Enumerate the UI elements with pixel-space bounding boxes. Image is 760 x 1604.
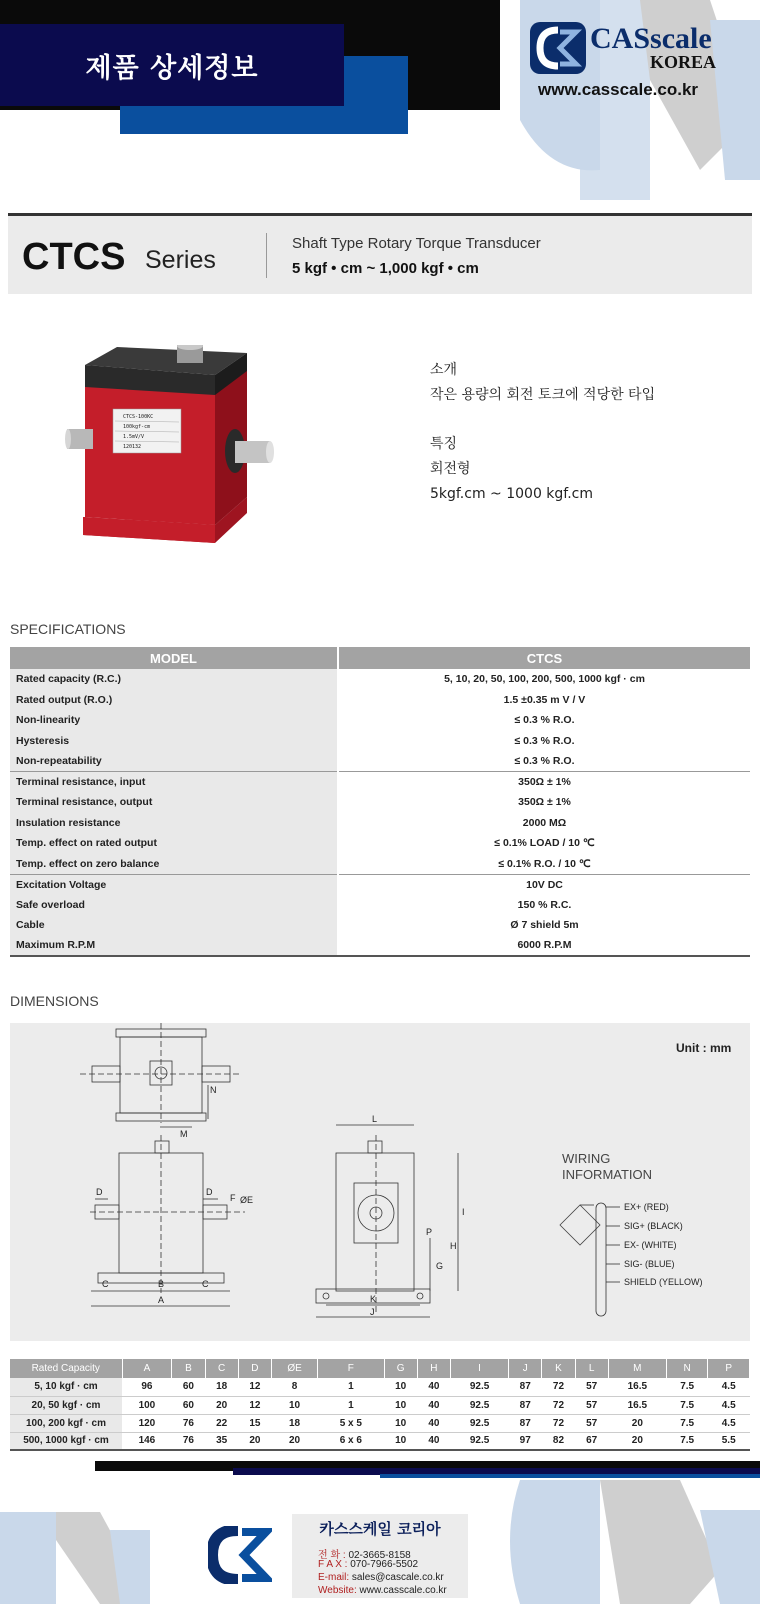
dimensions-section-title: DIMENSIONS — [10, 993, 99, 1009]
dim-value-cell: 40 — [417, 1378, 450, 1396]
dim-value-cell: 92.5 — [451, 1414, 509, 1432]
dim-table-row — [10, 1396, 750, 1414]
dim-label-f: F — [230, 1193, 236, 1203]
series-name: CTCS — [22, 236, 126, 278]
dim-value-cell: 100 — [122, 1396, 172, 1414]
dim-value-cell: 76 — [172, 1432, 205, 1450]
spec-row — [10, 874, 750, 895]
dim-value-cell: 22 — [205, 1414, 238, 1432]
dim-label-i: I — [462, 1207, 465, 1217]
cs-logo-footer-icon — [208, 1526, 272, 1584]
dim-value-cell: 57 — [575, 1378, 608, 1396]
dimension-table — [10, 1359, 750, 1451]
dim-label-p: P — [426, 1227, 433, 1237]
dim-value-cell: 60 — [172, 1378, 205, 1396]
spec-value: 1.5 ±0.35 m V / V — [503, 693, 586, 706]
footer-email — [318, 1572, 444, 1583]
dim-value-cell: 87 — [509, 1396, 542, 1414]
dim-capacity-cell: 20, 50 kgf · cm — [10, 1396, 122, 1414]
dim-value-cell: 57 — [575, 1396, 608, 1414]
dim-value-cell: 96 — [122, 1378, 172, 1396]
spec-col-model: MODEL — [10, 647, 338, 669]
dim-value-cell: 87 — [509, 1378, 542, 1396]
dim-head: M — [608, 1359, 666, 1378]
spec-row — [10, 669, 750, 690]
wire-ex-plus: EX+ (RED) — [624, 1202, 669, 1212]
spec-col-value: CTCS — [338, 647, 750, 669]
intro-heading: 소개 — [430, 362, 458, 378]
dim-value-cell: 20 — [238, 1432, 271, 1450]
dim-head: F — [318, 1359, 384, 1378]
tel-label: 전 화 : — [318, 1550, 346, 1561]
dim-value-cell: 20 — [608, 1432, 666, 1450]
dim-value-cell: 97 — [509, 1432, 542, 1450]
spec-label: Insulation resistance — [10, 813, 338, 834]
feature-text: 회전형 — [430, 461, 471, 477]
dim-value-cell: 4.5 — [708, 1414, 750, 1432]
dim-value-cell: 72 — [542, 1378, 575, 1396]
dim-value-cell: 60 — [172, 1396, 205, 1414]
spec-label: Cable — [10, 915, 338, 936]
dim-label-e: ØE — [240, 1195, 254, 1205]
spec-row — [10, 690, 750, 711]
label-sn: 120132 — [123, 444, 142, 450]
spec-label: Terminal resistance, output — [10, 792, 338, 813]
dimension-table-body — [10, 1378, 750, 1450]
dim-capacity-cell: 100, 200 kgf · cm — [10, 1414, 122, 1432]
spec-section-title: SPECIFICATIONS — [10, 621, 126, 637]
spec-label: Maximum R.P.M — [10, 936, 338, 957]
spec-row — [10, 751, 750, 772]
dim-head: I — [451, 1359, 509, 1378]
spec-value: 350Ω ± 1% — [338, 772, 750, 793]
dim-label-d-left: D — [96, 1187, 103, 1197]
dim-label-h: H — [450, 1241, 457, 1251]
dim-head: J — [509, 1359, 542, 1378]
series-divider — [266, 233, 267, 278]
dim-value-cell: 40 — [417, 1396, 450, 1414]
dim-head: Rated Capacity — [10, 1359, 122, 1378]
spec-label: Safe overload — [10, 895, 338, 916]
fax-value: 070-7966-5502 — [350, 1559, 419, 1570]
spec-label: Temp. effect on rated output — [10, 833, 338, 854]
dim-value-cell: 15 — [238, 1414, 271, 1432]
unit-label: Unit : mm — [676, 1041, 732, 1055]
spec-row — [10, 854, 750, 875]
series-word: Series — [145, 246, 216, 274]
dim-value-cell: 20 — [205, 1396, 238, 1414]
dim-value-cell: 76 — [172, 1414, 205, 1432]
series-description: Shaft Type Rotary Torque Transducer — [292, 235, 541, 252]
spec-label: Excitation Voltage — [10, 874, 338, 895]
dim-label-g: G — [436, 1261, 444, 1271]
dim-label-n: N — [210, 1085, 217, 1095]
product-image — [65, 345, 290, 555]
dim-value-cell: 7.5 — [666, 1396, 708, 1414]
dim-label-c-left: C — [102, 1279, 109, 1289]
label-model: CTCS-100KC — [123, 414, 154, 420]
footer-blue-band — [380, 1474, 760, 1478]
page-title: 제품 상세정보 — [85, 52, 259, 84]
dim-value-cell: 18 — [205, 1378, 238, 1396]
fax-label: F A X : — [318, 1559, 348, 1570]
dim-label-c-right: C — [202, 1279, 209, 1289]
dim-value-cell: 10 — [384, 1414, 417, 1432]
dim-value-cell: 72 — [542, 1414, 575, 1432]
dim-value-cell: 35 — [205, 1432, 238, 1450]
dim-label-k: K — [370, 1294, 377, 1304]
label-capa: 100kgf-cm — [123, 424, 151, 430]
dim-head: B — [172, 1359, 205, 1378]
dim-label-a: A — [158, 1295, 165, 1305]
spec-label: Temp. effect on zero balance — [10, 854, 338, 875]
dim-value-cell: 6 x 6 — [318, 1432, 384, 1450]
logo-brand: CASscale — [590, 22, 712, 55]
logo-sub: KOREA — [650, 52, 717, 72]
dim-value-cell: 7.5 — [666, 1414, 708, 1432]
dim-value-cell: 20 — [608, 1414, 666, 1432]
wire-sig-minus: SIG- (BLUE) — [624, 1259, 675, 1269]
spec-value: Ø 7 shield 5m — [510, 919, 579, 932]
dim-head: C — [205, 1359, 238, 1378]
email-value[interactable]: sales@cascale.co.kr — [351, 1572, 444, 1583]
intro-block — [430, 358, 655, 507]
header-website[interactable]: www.casscale.co.kr — [538, 80, 699, 99]
spec-value: ≤ 0.3 % R.O. — [514, 734, 575, 747]
dim-value-cell: 10 — [384, 1378, 417, 1396]
series-range: 5 kgf • cm ~ 1,000 kgf • cm — [292, 260, 479, 277]
tel-value: 02-3665-8158 — [348, 1550, 411, 1561]
dim-value-cell: 12 — [238, 1378, 271, 1396]
spec-label: Rated output (R.O.) — [10, 690, 338, 711]
footer-website — [318, 1585, 447, 1596]
dim-value-cell: 57 — [575, 1414, 608, 1432]
spec-label: Non-linearity — [10, 710, 338, 731]
dim-label-b: B — [158, 1279, 165, 1289]
dim-value-cell: 92.5 — [451, 1396, 509, 1414]
dim-value-cell: 1 — [318, 1378, 384, 1396]
spec-row — [10, 813, 750, 834]
dim-head: L — [575, 1359, 608, 1378]
spec-row — [10, 792, 750, 813]
spec-value: 150 % R.C. — [517, 898, 572, 911]
dim-head: D — [238, 1359, 271, 1378]
dim-head: A — [122, 1359, 172, 1378]
spec-label: Terminal resistance, input — [10, 772, 338, 793]
dim-value-cell: 8 — [271, 1378, 317, 1396]
spec-value: 10V DC — [338, 874, 750, 895]
dim-value-cell: 82 — [542, 1432, 575, 1450]
dim-capacity-cell: 5, 10 kgf · cm — [10, 1378, 122, 1396]
dim-head: K — [542, 1359, 575, 1378]
dim-value-cell: 10 — [271, 1396, 317, 1414]
dim-value-cell: 92.5 — [451, 1432, 509, 1450]
dim-value-cell: 16.5 — [608, 1378, 666, 1396]
spec-value: 2000 MΩ — [522, 816, 567, 829]
dim-value-cell: 5.5 — [708, 1432, 750, 1450]
dim-head: H — [417, 1359, 450, 1378]
wiring-title-1: WIRING — [562, 1151, 611, 1166]
dim-value-cell: 18 — [271, 1414, 317, 1432]
dim-value-cell: 5 x 5 — [318, 1414, 384, 1432]
spec-table — [10, 647, 750, 957]
dim-head: N — [666, 1359, 708, 1378]
dim-value-cell: 4.5 — [708, 1378, 750, 1396]
wiring-title-2: INFORMATION — [562, 1167, 653, 1182]
wire-ex-minus: EX- (WHITE) — [624, 1240, 677, 1250]
dim-value-cell: 4.5 — [708, 1396, 750, 1414]
spec-value: ≤ 0.1% R.O. / 10 ℃ — [498, 857, 591, 870]
intro-text: 작은 용량의 회전 토크에 적당한 타입 — [430, 387, 656, 403]
spec-value: ≤ 0.3 % R.O. — [514, 755, 575, 767]
dim-value-cell: 1 — [318, 1396, 384, 1414]
dim-value-cell: 72 — [542, 1396, 575, 1414]
dim-table-row — [10, 1432, 750, 1450]
spec-row — [10, 731, 750, 752]
spec-row — [10, 833, 750, 854]
dim-value-cell: 87 — [509, 1414, 542, 1432]
dim-value-cell: 10 — [384, 1396, 417, 1414]
dim-value-cell: 40 — [417, 1414, 450, 1432]
dim-value-cell: 7.5 — [666, 1378, 708, 1396]
dim-value-cell: 20 — [271, 1432, 317, 1450]
dim-capacity-cell: 500, 1000 kgf · cm — [10, 1432, 122, 1450]
dim-value-cell: 7.5 — [666, 1432, 708, 1450]
spec-label: Hysteresis — [10, 731, 338, 752]
dim-label-j: J — [370, 1307, 375, 1317]
dim-value-cell: 40 — [417, 1432, 450, 1450]
dim-head: P — [708, 1359, 750, 1378]
spec-row — [10, 710, 750, 731]
wire-sig-plus: SIG+ (BLACK) — [624, 1221, 683, 1231]
dim-value-cell: 67 — [575, 1432, 608, 1450]
web-label: Website: — [318, 1585, 357, 1596]
dim-label-d-right: D — [206, 1187, 213, 1197]
dim-value-cell: 146 — [122, 1432, 172, 1450]
feature-heading: 특징 — [430, 436, 458, 452]
dim-value-cell: 16.5 — [608, 1396, 666, 1414]
dim-value-cell: 10 — [384, 1432, 417, 1450]
spec-value: ≤ 0.3 % R.O. — [514, 714, 575, 727]
dimension-drawing — [10, 1023, 750, 1341]
spec-row — [10, 915, 750, 936]
cas-logo-icon — [530, 22, 586, 74]
spec-label: Rated capacity (R.C.) — [10, 669, 338, 690]
email-label: E-mail: — [318, 1572, 350, 1583]
footer-company-name: 카스스케일 코리아 — [319, 1520, 441, 1538]
dim-label-l: L — [372, 1114, 378, 1124]
wire-shield: SHIELD (YELLOW) — [624, 1277, 703, 1287]
footer-fax — [318, 1559, 418, 1570]
dim-value-cell: 92.5 — [451, 1378, 509, 1396]
spec-value: 350Ω ± 1% — [518, 796, 571, 809]
dim-value-cell: 12 — [238, 1396, 271, 1414]
web-value[interactable]: www.casscale.co.kr — [359, 1585, 447, 1596]
spec-label: Non-repeatability — [10, 751, 338, 772]
spec-row — [10, 772, 750, 793]
dim-head: ØE — [271, 1359, 317, 1378]
spec-row — [10, 936, 750, 957]
dim-head: G — [384, 1359, 417, 1378]
label-ro: 1.5mV/V — [123, 434, 145, 440]
spec-value: ≤ 0.1% LOAD / 10 ℃ — [494, 837, 595, 850]
spec-value: 5, 10, 20, 50, 100, 200, 500, 1000 kgf · cm — [444, 673, 645, 686]
dim-label-m: M — [180, 1129, 188, 1139]
feature-range: 5kgf.cm ~ 1000 kgf.cm — [430, 486, 593, 502]
dim-table-row — [10, 1378, 750, 1396]
spec-row — [10, 895, 750, 916]
spec-value: 6000 R.P.M — [338, 936, 750, 957]
dim-table-row — [10, 1414, 750, 1432]
dim-value-cell: 120 — [122, 1414, 172, 1432]
